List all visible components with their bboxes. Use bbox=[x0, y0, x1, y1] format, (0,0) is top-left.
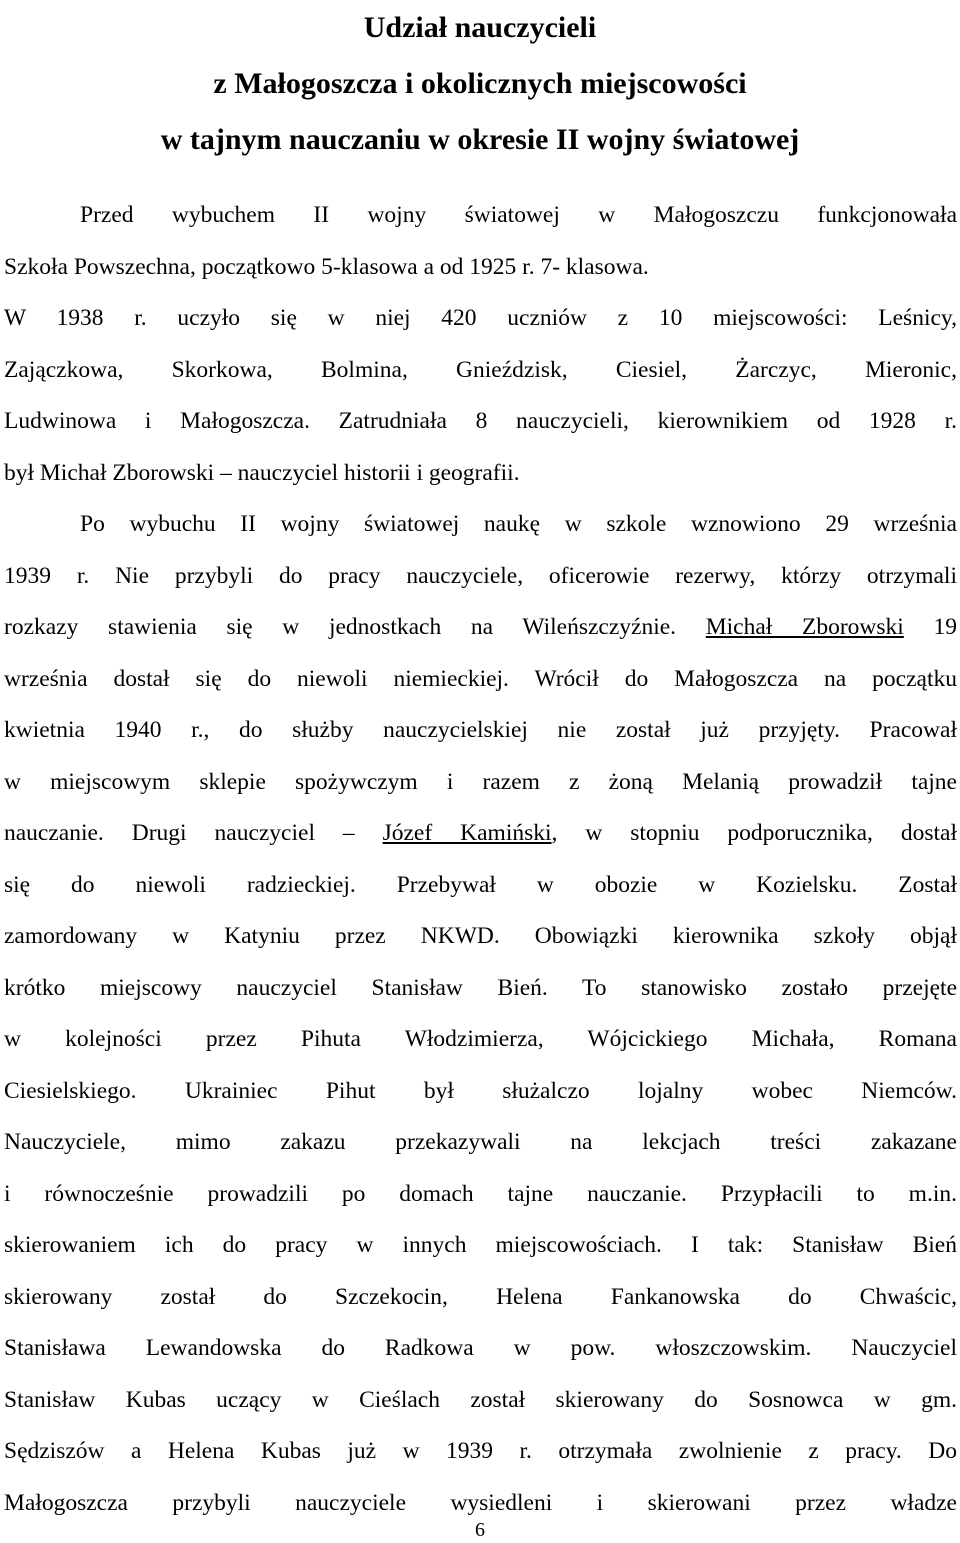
text-line-content: krótko miejscowy nauczyciel Stanisław Bień. To stanowisko zostało przejęte bbox=[4, 974, 957, 1001]
text-line-content: zamordowany w Katyniu przez NKWD. Obowiązki kierownika szkoły objął bbox=[4, 923, 957, 949]
text-line-content: Małogoszcza przybyli nauczyciele wysiedleni i skierowani przez władze bbox=[4, 1489, 957, 1516]
text-line bbox=[4, 1117, 957, 1169]
text-line bbox=[4, 190, 957, 242]
text-line-content: września dostał się do niewoli niemieckiej. Wrócił do Małogoszcza na początku bbox=[4, 665, 957, 692]
text-line bbox=[4, 551, 957, 603]
text-line bbox=[4, 705, 957, 757]
text-line-content: kwietnia 1940 r., do służby nauczycielskiej nie został już przyjęty. Pracował bbox=[4, 717, 957, 743]
text-line bbox=[4, 499, 957, 551]
text-line bbox=[4, 1014, 957, 1066]
text-line bbox=[4, 808, 957, 860]
text-segment: , w stopniu podporucznika, dostał bbox=[551, 820, 957, 846]
person-name-link: Józef Kamiński bbox=[382, 820, 552, 846]
text-line-content: Nauczyciele, mimo zakazu przekazywali na lekcjach treści zakazane bbox=[4, 1129, 957, 1155]
text-line-content: Szkoła Powszechna, początkowo 5-klasowa a od 1925 r. 7- klasowa. bbox=[4, 253, 649, 280]
text-line-content: w miejscowym sklepie spożywczym i razem z żoną Melanią prowadził tajne bbox=[4, 768, 957, 795]
text-line-content: skierowany został do Szczekocin, Helena Fankanowska do Chwaścic, bbox=[4, 1283, 957, 1310]
title-line-1: Udział nauczycieli bbox=[363, 11, 597, 44]
text-line bbox=[4, 757, 957, 809]
text-line-content bbox=[4, 820, 957, 846]
text-line bbox=[4, 963, 957, 1015]
text-line bbox=[4, 396, 957, 448]
text-line bbox=[4, 1220, 957, 1272]
text-line-content: Zajączkowa, Skorkowa, Bolmina, Gnieździsk, Ciesiel, Żarczyc, Mieronic, bbox=[4, 356, 957, 383]
text-line bbox=[4, 860, 957, 912]
text-line bbox=[4, 1169, 957, 1221]
text-line bbox=[4, 1323, 957, 1375]
text-segment: 19 bbox=[903, 614, 958, 640]
text-line bbox=[4, 602, 957, 654]
text-line-content: Po wybuchu II wojny światowej naukę w szkole wznowiono 29 września bbox=[80, 511, 957, 537]
text-line-content: 1939 r. Nie przybyli do pracy nauczyciele, oficerowie rezerwy, którzy otrzymali bbox=[4, 562, 957, 589]
text-line bbox=[4, 1426, 957, 1478]
text-line-content: Stanisław Kubas uczący w Cieślach został skierowany do Sosnowca w gm. bbox=[4, 1386, 957, 1413]
text-line-content: Ciesielskiego. Ukrainiec Pihut był służalczo lojalny wobec Niemców. bbox=[4, 1077, 957, 1104]
title-line-3: w tajnym nauczaniu w okresie II wojny światowej bbox=[160, 123, 800, 156]
text-line-content: Przed wybuchem II wojny światowej w Małogoszczu funkcjonowała bbox=[80, 202, 957, 228]
person-name-link: Michał Zborowski bbox=[705, 614, 904, 640]
text-line bbox=[4, 345, 957, 397]
text-line-content: był Michał Zborowski – nauczyciel historii i geografii. bbox=[4, 459, 520, 486]
text-line bbox=[4, 911, 957, 963]
text-line-content: w kolejności przez Pihuta Włodzimierza, Wójcickiego Michała, Romana bbox=[4, 1026, 957, 1052]
text-line-content: Stanisława Lewandowska do Radkowa w pow. włoszczowskim. Nauczyciel bbox=[4, 1335, 957, 1361]
text-line bbox=[4, 293, 957, 345]
page-number: 6 bbox=[475, 1519, 485, 1541]
text-line bbox=[4, 654, 957, 706]
text-line-content: W 1938 r. uczyło się w niej 420 uczniów z 10 miejscowości: Leśnicy, bbox=[4, 305, 957, 331]
text-line bbox=[4, 1272, 957, 1324]
text-line-content: skierowaniem ich do pracy w innych miejscowościach. I tak: Stanisław Bień bbox=[4, 1232, 957, 1258]
body-text bbox=[4, 190, 957, 1529]
text-segment: nauczanie. Drugi nauczyciel – bbox=[4, 820, 383, 846]
title-line-2: z Małogoszcza i okolicznych miejscowości bbox=[213, 67, 747, 100]
document-title bbox=[0, 0, 960, 168]
text-line bbox=[4, 1375, 957, 1427]
text-line bbox=[4, 1066, 957, 1118]
text-line-content: Ludwinowa i Małogoszcza. Zatrudniała 8 nauczycieli, kierownikiem od 1928 r. bbox=[4, 408, 957, 434]
text-line bbox=[4, 242, 957, 294]
text-line bbox=[4, 448, 957, 500]
text-segment: rozkazy stawienia się w jednostkach na Wileńszczyźnie. bbox=[4, 614, 677, 640]
text-line-content: się do niewoli radzieckiej. Przebywał w obozie w Kozielsku. Został bbox=[4, 871, 957, 898]
text-line-content: Sędziszów a Helena Kubas już w 1939 r. otrzymała zwolnienie z pracy. Do bbox=[4, 1438, 957, 1464]
text-line-content bbox=[4, 614, 957, 640]
text-line-content: i równocześnie prowadzili po domach tajne nauczanie. Przypłacili to m.in. bbox=[4, 1180, 957, 1207]
